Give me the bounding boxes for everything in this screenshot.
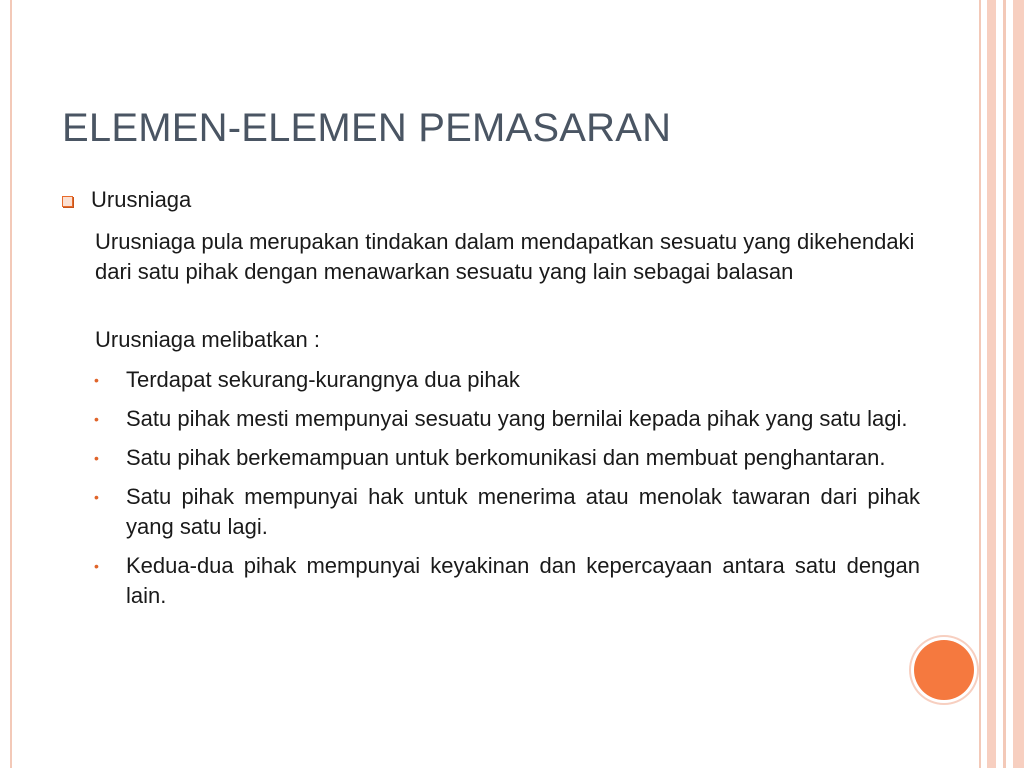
bullet-dot-icon: • (94, 372, 99, 388)
bullet-dot-icon: • (94, 489, 99, 505)
bullet-list (88, 365, 920, 620)
section-heading-text: Urusniaga (91, 187, 192, 212)
bullet-dot-icon: • (94, 450, 99, 466)
bullet-text: Kedua-dua pihak mempunyai keyakinan dan kepercayaan antara satu dengan lain. (126, 553, 920, 608)
bullet-dot-icon: • (94, 411, 99, 427)
right-border-stripe (1013, 0, 1024, 768)
definition-paragraph: Urusniaga pula merupakan tindakan dalam mendapatkan sesuatu yang dikehendaki dari satu pihak dengan menawarkan sesuatu yang lain sebagai balasan (95, 229, 915, 284)
bullet-item (88, 482, 920, 542)
right-border-stripe (979, 0, 981, 768)
decorative-circle (914, 640, 974, 700)
intro-paragraph: Urusniaga melibatkan : (95, 327, 321, 352)
bullet-item (88, 365, 920, 395)
section-heading (62, 187, 191, 213)
bullet-text: Satu pihak mempunyai hak untuk menerima atau menolak tawaran dari pihak yang satu lagi. (126, 484, 920, 539)
bullet-item (88, 404, 920, 434)
square-bullet-icon (62, 196, 73, 207)
bullet-item (88, 551, 920, 611)
right-border-stripe (987, 0, 996, 768)
bullet-item (88, 443, 920, 473)
bullet-dot-icon: • (94, 558, 99, 574)
slide-title: ELEMEN-ELEMEN PEMASARAN (62, 106, 672, 150)
bullet-text: Terdapat sekurang-kurangnya dua pihak (126, 367, 520, 392)
left-border-line (10, 0, 12, 768)
bullet-text: Satu pihak berkemampuan untuk berkomunikasi dan membuat penghantaran. (126, 445, 886, 470)
right-border-stripe (1003, 0, 1006, 768)
bullet-text: Satu pihak mesti mempunyai sesuatu yang bernilai kepada pihak yang satu lagi. (126, 406, 908, 431)
